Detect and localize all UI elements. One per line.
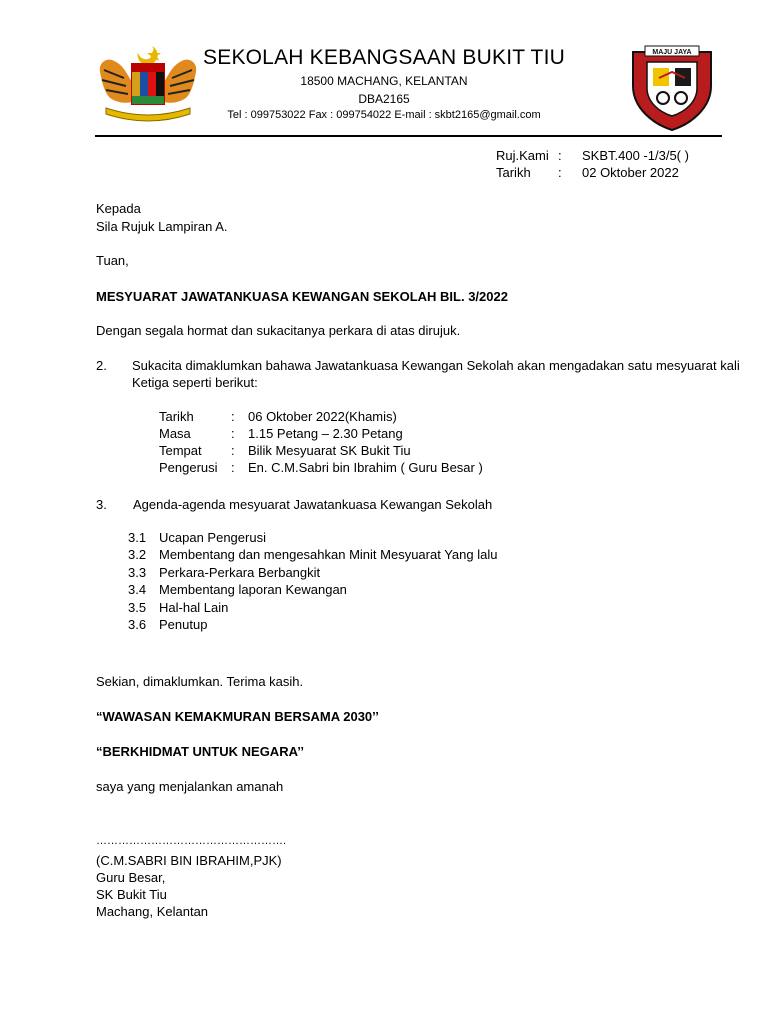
agenda-text: Membentang laporan Kewangan — [159, 582, 347, 597]
meeting-colon: : — [231, 426, 235, 441]
meeting-row — [159, 409, 397, 424]
meeting-value: En. C.M.Sabri bin Ibrahim ( Guru Besar ) — [248, 460, 483, 475]
agenda-text: Penutup — [159, 617, 208, 632]
motto-wawasan: “WAWASAN KEMAKMURAN BERSAMA 2030’’ — [96, 709, 379, 724]
agenda-text: Perkara-Perkara Berbangkit — [159, 565, 321, 580]
agenda-number: 3.4 — [128, 582, 147, 597]
agenda-number: 3.5 — [128, 600, 147, 615]
agenda-text: Membentang dan mengesahkan Minit Mesyuarat Yang lalu — [159, 547, 498, 562]
agenda-item — [128, 547, 497, 562]
salutation: Tuan, — [96, 253, 129, 268]
closing-amanah: saya yang menjalankan amanah — [96, 779, 284, 794]
signature-line: ……………………………………………. — [96, 835, 287, 847]
meeting-row — [159, 426, 403, 441]
meeting-colon: : — [231, 443, 235, 458]
agenda-item — [128, 565, 320, 580]
agenda-text: Ucapan Pengerusi — [159, 530, 266, 545]
tarikh-value: 02 Oktober 2022 — [582, 165, 679, 180]
meeting-row — [159, 460, 483, 475]
para3-text: Agenda-agenda mesyuarat Jawatankuasa Kewangan Sekolah — [133, 497, 493, 512]
ruj-label: Ruj.Kami — [496, 148, 549, 163]
header-divider — [95, 135, 722, 137]
para2-line1: Sukacita dimaklumkan bahawa Jawatankuasa Kewangan Sekolah akan mengadakan satu mesyuarat kali — [132, 358, 740, 373]
closing-sekian: Sekian, dimaklumkan. Terima kasih. — [96, 674, 304, 689]
signatory-school: SK Bukit Tiu — [96, 887, 167, 902]
signatory-name: (C.M.SABRI BIN IBRAHIM,PJK) — [96, 853, 282, 868]
tarikh-label: Tarikh — [496, 165, 531, 180]
meeting-value: Bilik Mesyuarat SK Bukit Tiu — [248, 443, 411, 458]
right-crest-motto: MAJU JAYA — [652, 49, 692, 56]
school-code: DBA2165 — [358, 92, 410, 106]
school-address: 18500 MACHANG, KELANTAN — [300, 74, 468, 88]
agenda-text: Hal-hal Lain — [159, 600, 229, 615]
agenda-item — [128, 530, 266, 545]
school-contact: Tel : 099753022 Fax : 099754022 E-mail : skbt2165@gmail.com — [227, 109, 541, 121]
para2-line2: Ketiga seperti berikut: — [132, 375, 258, 390]
motto-berkhidmat: “BERKHIDMAT UNTUK NEGARA’’ — [96, 744, 304, 759]
meeting-label: Pengerusi — [159, 460, 218, 475]
agenda-item — [128, 582, 347, 597]
agenda-number: 3.1 — [128, 530, 147, 545]
ruj-colon: : — [558, 148, 562, 163]
agenda-item — [128, 600, 228, 615]
school-name: SEKOLAH KEBANGSAAN BUKIT TIU — [203, 46, 565, 69]
meeting-label: Tarikh — [159, 409, 194, 424]
para2-number: 2. — [96, 358, 107, 373]
ruj-value: SKBT.400 -1/3/5( ) — [582, 148, 689, 163]
meeting-value: 06 Oktober 2022(Khamis) — [248, 409, 397, 424]
agenda-number: 3.3 — [128, 565, 147, 580]
intro-paragraph: Dengan segala hormat dan sukacitanya perkara di atas dirujuk. — [96, 323, 461, 338]
recipient-kepada: Kepada — [96, 201, 141, 216]
signatory-place: Machang, Kelantan — [96, 904, 209, 919]
para3-number: 3. — [96, 497, 107, 512]
meeting-label: Tempat — [159, 443, 202, 458]
reference-ruj-row — [496, 148, 689, 163]
meeting-colon: : — [231, 460, 235, 475]
agenda-number: 3.2 — [128, 547, 147, 562]
meeting-label: Masa — [159, 426, 191, 441]
meeting-row — [159, 443, 411, 458]
reference-tarikh-row — [496, 165, 679, 180]
agenda-number: 3.6 — [128, 617, 147, 632]
meeting-value: 1.15 Petang – 2.30 Petang — [248, 426, 403, 441]
recipient-lampiran: Sila Rujuk Lampiran A. — [96, 219, 228, 234]
letter-subject: MESYUARAT JAWATANKUASA KEWANGAN SEKOLAH BIL. 3/2022 — [96, 289, 508, 304]
signatory-title: Guru Besar, — [96, 870, 166, 885]
tarikh-colon: : — [558, 165, 562, 180]
meeting-colon: : — [231, 409, 235, 424]
agenda-item — [128, 617, 207, 632]
